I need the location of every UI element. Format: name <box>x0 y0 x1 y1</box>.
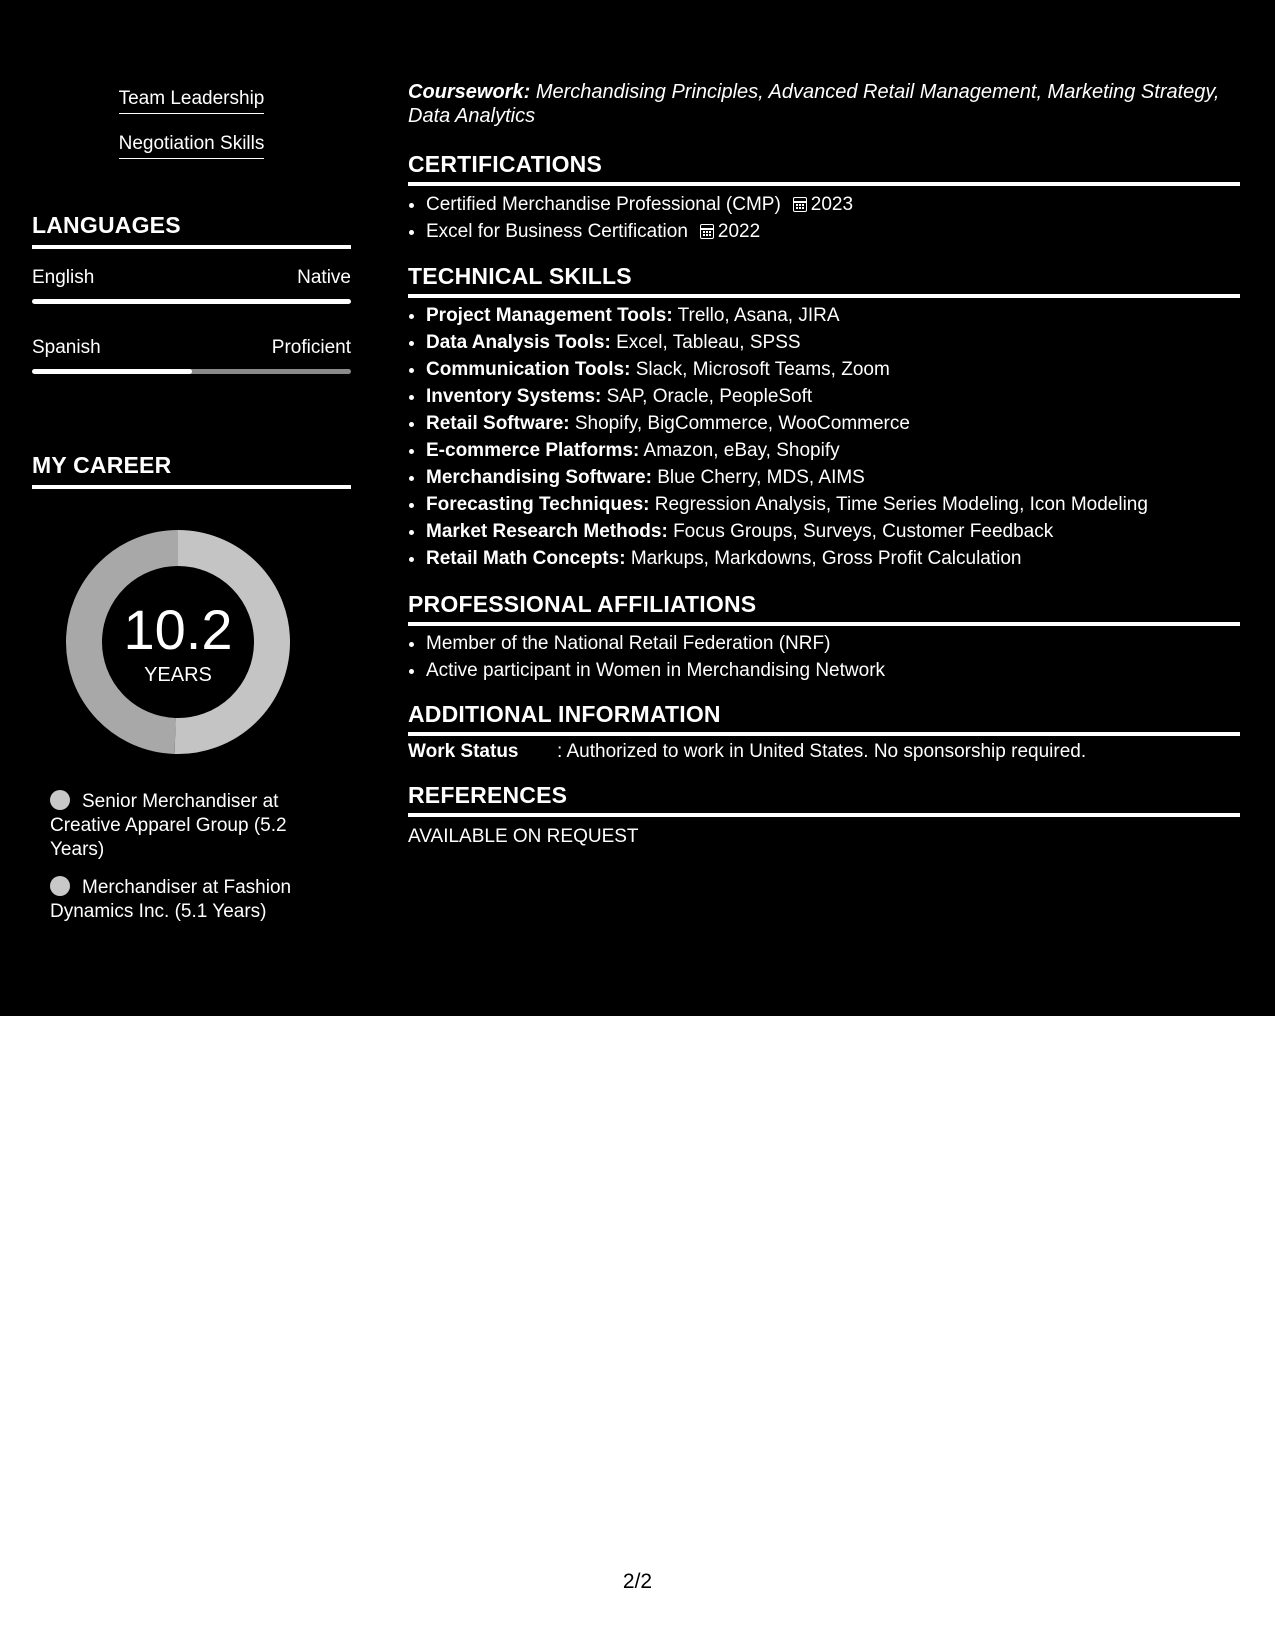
skill-values: Slack, Microsoft Teams, Zoom <box>635 359 890 380</box>
language-proficiency-fill <box>32 299 351 304</box>
affiliation-item: • Active participant in Women in Merchandising Network <box>426 657 1258 684</box>
references-heading: REFERENCES <box>408 782 1240 817</box>
coursework-text: Merchandising Principles, Advanced Retail Management, Marketing Strategy, Data Analytics <box>408 81 1220 127</box>
career-item-text: Senior Merchandiser at Creative Apparel Group (5.2 Years) <box>50 791 287 860</box>
skill-category: Data Analysis Tools: <box>426 332 611 353</box>
skill-values: Amazon, eBay, Shopify <box>643 440 840 461</box>
coursework <box>408 80 1240 128</box>
career-total-years: 10.2 <box>123 598 233 661</box>
calendar-icon <box>700 224 714 239</box>
language-level: Proficient <box>271 337 351 358</box>
work-status-value: : Authorized to work in United States. No sponsorship required. <box>557 741 1087 762</box>
skill-label: Team Leadership <box>119 88 265 114</box>
career-heading: MY CAREER <box>32 452 351 489</box>
technical-skill-item <box>426 329 1258 356</box>
career-item-text: Merchandiser at Fashion Dynamics Inc. (5.1 Years) <box>50 877 292 922</box>
skill-values: Markups, Markdowns, Gross Profit Calculation <box>630 548 1022 569</box>
skill-category: E-commerce Platforms: <box>426 440 640 461</box>
skill-values: Trello, Asana, JIRA <box>677 305 840 326</box>
technical-skill-item <box>426 356 1258 383</box>
skill-values: Regression Analysis, Time Series Modeling, Icon Modeling <box>654 494 1148 515</box>
skill-values: Excel, Tableau, SPSS <box>616 332 801 353</box>
career-legend-item <box>50 876 310 924</box>
certification-name: Certified Merchandise Professional (CMP) <box>426 194 781 215</box>
skill-category: Project Management Tools: <box>426 305 673 326</box>
calendar-icon <box>793 197 807 212</box>
references-text: AVAILABLE ON REQUEST <box>408 826 639 847</box>
technical-skill-item <box>426 302 1258 329</box>
technical-skills-list <box>408 302 1258 572</box>
skill-category: Retail Software: <box>426 413 570 434</box>
career-legend-item <box>50 790 310 862</box>
legend-dot-icon <box>50 876 70 896</box>
languages-heading: LANGUAGES <box>32 212 351 249</box>
technical-skill-item <box>426 383 1258 410</box>
skill-category: Market Research Methods: <box>426 521 668 542</box>
skill-chip <box>32 133 351 159</box>
language-name: Spanish <box>32 337 101 358</box>
language-proficiency-fill <box>32 369 192 374</box>
skill-label: Negotiation Skills <box>119 133 265 159</box>
technical-skill-item <box>426 410 1258 437</box>
certification-name: Excel for Business Certification <box>426 221 688 242</box>
skill-values: Shopify, BigCommerce, WooCommerce <box>574 413 910 434</box>
technical-skill-item <box>426 464 1258 491</box>
certification-item <box>426 191 1258 218</box>
affiliation-item: • Member of the National Retail Federation (NRF) <box>426 630 1258 657</box>
skill-category: Communication Tools: <box>426 359 631 380</box>
certifications-list <box>408 191 1258 245</box>
skill-category: Retail Math Concepts: <box>426 548 626 569</box>
skill-chip <box>32 88 351 114</box>
career-total-unit: YEARS <box>144 664 212 686</box>
affiliations-list <box>408 630 1258 684</box>
language-proficiency-bar <box>32 299 351 304</box>
page-number: 2/2 <box>622 1570 653 1593</box>
additional-info-heading: ADDITIONAL INFORMATION <box>408 701 1240 736</box>
career-donut-chart <box>66 530 290 754</box>
work-status-label: Work Status <box>408 741 519 762</box>
technical-skill-item <box>426 437 1258 464</box>
language-name: English <box>32 267 95 288</box>
technical-skill-item <box>426 545 1258 572</box>
language-level: Native <box>297 267 351 288</box>
skill-values: SAP, Oracle, PeopleSoft <box>606 386 813 407</box>
language-proficiency-bar <box>32 369 351 374</box>
affiliations-heading: PROFESSIONAL AFFILIATIONS <box>408 591 1240 626</box>
coursework-label: Coursework: <box>408 81 531 103</box>
skill-category: Forecasting Techniques: <box>426 494 650 515</box>
legend-dot-icon <box>50 790 70 810</box>
certification-item <box>426 218 1258 245</box>
certifications-heading: CERTIFICATIONS <box>408 151 1240 186</box>
skill-values: Blue Cherry, MDS, AIMS <box>657 467 865 488</box>
certification-year: 2022 <box>717 221 761 242</box>
technical-skill-item <box>426 491 1258 518</box>
skill-category: Inventory Systems: <box>426 386 602 407</box>
technical-skills-heading: TECHNICAL SKILLS <box>408 263 1240 298</box>
certification-year: 2023 <box>810 194 854 215</box>
skill-category: Merchandising Software: <box>426 467 652 488</box>
skill-values: Focus Groups, Surveys, Customer Feedback <box>673 521 1054 542</box>
technical-skill-item <box>426 518 1258 545</box>
